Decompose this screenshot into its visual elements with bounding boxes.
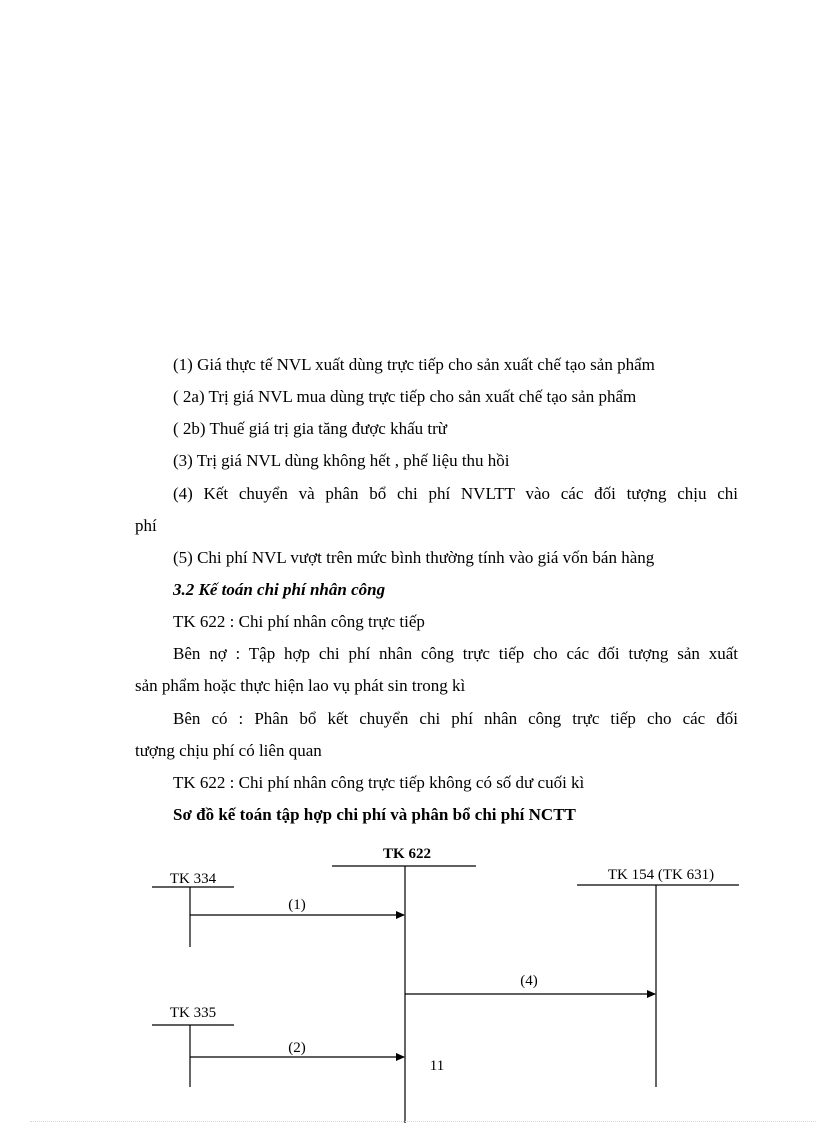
ben-no-line2: sản phẩm hoặc thực hiện lao vụ phát sin trong kì: [135, 676, 466, 695]
legend-item-1: (1) Giá thực tế NVL xuất dùng trực tiếp cho sản xuất chế tạo sản phẩm: [173, 355, 655, 374]
ben-co-line2: tượng chịu phí có liên quan: [135, 741, 322, 760]
ben-co-line1: Bên có : Phân bổ kết chuyển chi phí nhân công trực tiếp cho các đối: [173, 709, 738, 728]
tk335-label: TK 335: [169, 1005, 217, 1021]
tk622-title: TK 622 : Chi phí nhân công trực tiếp: [173, 612, 425, 631]
flow-2-label: (2): [288, 1040, 306, 1056]
legend-item-3: (3) Trị giá NVL dùng không hết , phế liệu thu hồi: [173, 451, 510, 470]
tk334-label: TK 334: [169, 871, 217, 887]
legend-item-4-line2: phí: [135, 516, 157, 535]
page-bottom-rule: [30, 1121, 816, 1122]
section-heading: 3.2 Kế toán chi phí nhân công: [173, 580, 386, 599]
tk154-label: TK 154 (TK 631): [607, 867, 715, 883]
ben-no-line1: Bên nợ : Tập hợp chi phí nhân công trực tiếp cho các đối tượng sản xuất: [173, 644, 738, 663]
page-number: 11: [429, 1058, 445, 1074]
legend-item-2b: ( 2b) Thuế giá trị gia tăng được khấu trừ: [173, 419, 448, 438]
legend-item-5: (5) Chi phí NVL vượt trên mức bình thường tính vào giá vốn bán hàng: [173, 548, 655, 567]
diagram-heading: Sơ đồ kế toán tập hợp chi phí và phân bổ chi phí NCTT: [173, 805, 576, 824]
legend-item-2a: ( 2a) Trị giá NVL mua dùng trực tiếp cho sản xuất chế tạo sản phẩm: [173, 387, 637, 406]
tk622-balance: TK 622 : Chi phí nhân công trực tiếp không có số dư cuối kì: [173, 773, 585, 792]
legend-item-4-line1: (4) Kết chuyển và phân bổ chi phí NVLTT vào các đối tượng chịu chi: [173, 484, 738, 503]
flow-4-label: (4): [520, 973, 538, 989]
tk622-label: TK 622: [383, 846, 431, 862]
flow-1-label: (1): [288, 897, 306, 913]
